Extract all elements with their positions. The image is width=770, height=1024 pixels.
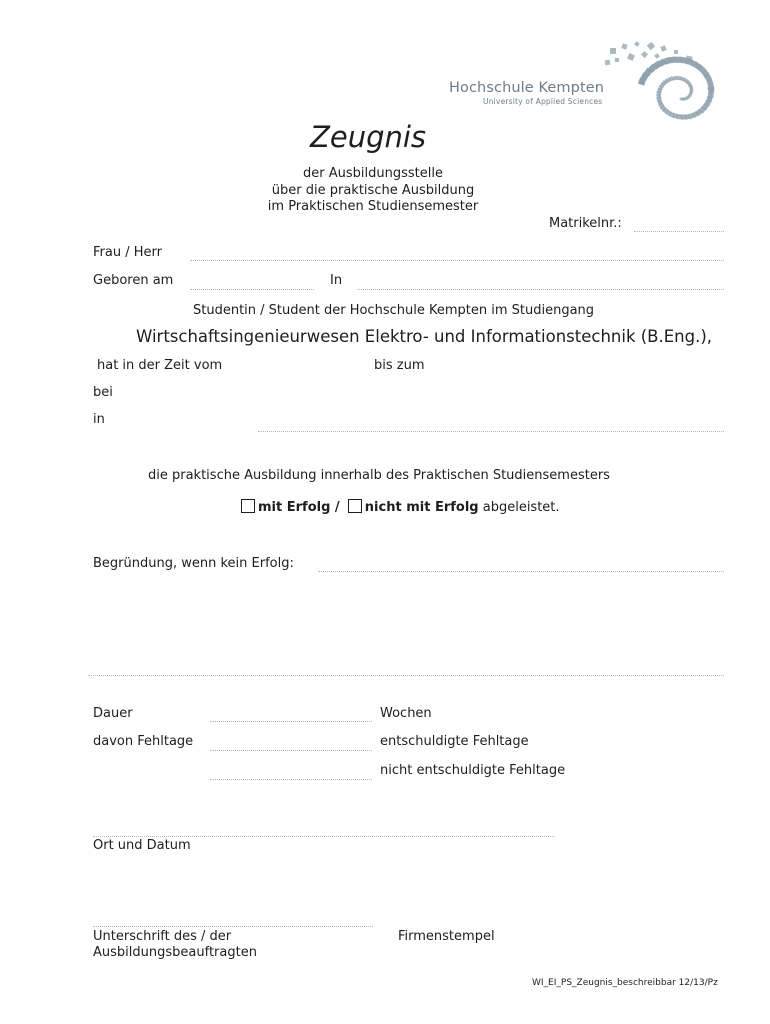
location-field[interactable] xyxy=(258,431,724,432)
logo-subtitle: University of Applied Sciences xyxy=(483,97,603,106)
logo-spiral-square xyxy=(654,53,660,59)
in-label: in xyxy=(93,412,105,427)
birthplace-field[interactable] xyxy=(357,289,724,290)
logo-spiral-square xyxy=(674,50,678,54)
bei-label: bei xyxy=(93,385,113,400)
fehltage-excused-field[interactable] xyxy=(210,750,372,751)
signature-field[interactable] xyxy=(93,926,373,927)
logo-spiral-square xyxy=(610,48,616,54)
document-title: Zeugnis xyxy=(310,120,427,154)
logo-spiral-square xyxy=(679,97,682,100)
fehltage-label: davon Fehltage xyxy=(93,734,194,749)
fehltage-unexcused-field[interactable] xyxy=(210,779,372,780)
footer-code: WI_EI_PS_Zeugnis_beschreibbar 12/13/Pz xyxy=(532,978,718,988)
subtitle-line-1: der Ausbildungsstelle xyxy=(303,166,443,181)
matrikelnr-field[interactable] xyxy=(634,231,724,232)
logo-spiral-square xyxy=(660,45,667,52)
logo-spiral-square xyxy=(621,43,627,49)
logo-spiral-square xyxy=(641,51,648,58)
signature-label-line-1: Unterschrift des / der xyxy=(93,929,232,944)
success-option-label: mit Erfolg / xyxy=(258,500,340,515)
result-suffix: abgeleistet. xyxy=(482,500,560,515)
dauer-field[interactable] xyxy=(210,721,372,722)
ort-datum-label: Ort und Datum xyxy=(93,838,191,853)
logo-spiral-square xyxy=(615,58,619,62)
birthdate-field[interactable] xyxy=(190,289,314,290)
program-name: Wirtschaftsingenieurwesen Elektro- und Informationstechnik (B.Eng.), xyxy=(136,327,713,346)
birthplace-label: In xyxy=(330,273,343,288)
logo-spiral-square xyxy=(685,55,692,62)
frau-herr-label: Frau / Herr xyxy=(93,245,162,260)
begruendung-line-2[interactable] xyxy=(88,675,724,676)
begruendung-label: Begründung, wenn kein Erfolg: xyxy=(93,556,294,571)
success-checkbox[interactable] xyxy=(241,499,255,513)
fail-option-label: nicht mit Erfolg xyxy=(364,500,479,515)
subtitle-line-2: über die praktische Ausbildung xyxy=(271,182,475,198)
fail-checkbox[interactable] xyxy=(348,499,362,513)
zeit-vom-label: hat in der Zeit vom xyxy=(97,358,223,373)
logo-name: Hochschule Kempten xyxy=(449,80,605,96)
nicht-entschuldigt-label: nicht entschuldigte Fehltage xyxy=(380,763,566,778)
result-options xyxy=(241,499,560,515)
begruendung-field[interactable] xyxy=(318,571,724,572)
subtitle-line-3: im Praktischen Studiensemester xyxy=(267,199,479,214)
dauer-label: Dauer xyxy=(93,706,133,721)
signature-label-line-2: Ausbildungsbeauftragten xyxy=(93,945,257,960)
entschuldigt-label: entschuldigte Fehltage xyxy=(380,734,529,749)
ort-datum-field[interactable] xyxy=(93,836,555,837)
logo-spiral-icon xyxy=(600,38,720,130)
logo-spiral-square xyxy=(634,41,640,47)
logo-spiral-square xyxy=(647,42,655,50)
geboren-am-label: Geboren am xyxy=(93,273,174,288)
result-intro: die praktische Ausbildung innerhalb des Praktischen Studiensemesters xyxy=(148,468,610,483)
signature-label xyxy=(93,929,257,961)
bis-zum-label: bis zum xyxy=(374,358,425,373)
matrikelnr-label: Matrikelnr.: xyxy=(549,216,622,231)
logo-spiral-square xyxy=(627,53,635,61)
student-line: Studentin / Student der Hochschule Kempten im Studiengang xyxy=(193,303,595,318)
wochen-label: Wochen xyxy=(380,706,432,721)
subtitle-block xyxy=(200,166,546,216)
name-field[interactable] xyxy=(190,260,724,261)
stamp-label: Firmenstempel xyxy=(398,929,495,944)
logo-spiral-square xyxy=(605,60,611,66)
